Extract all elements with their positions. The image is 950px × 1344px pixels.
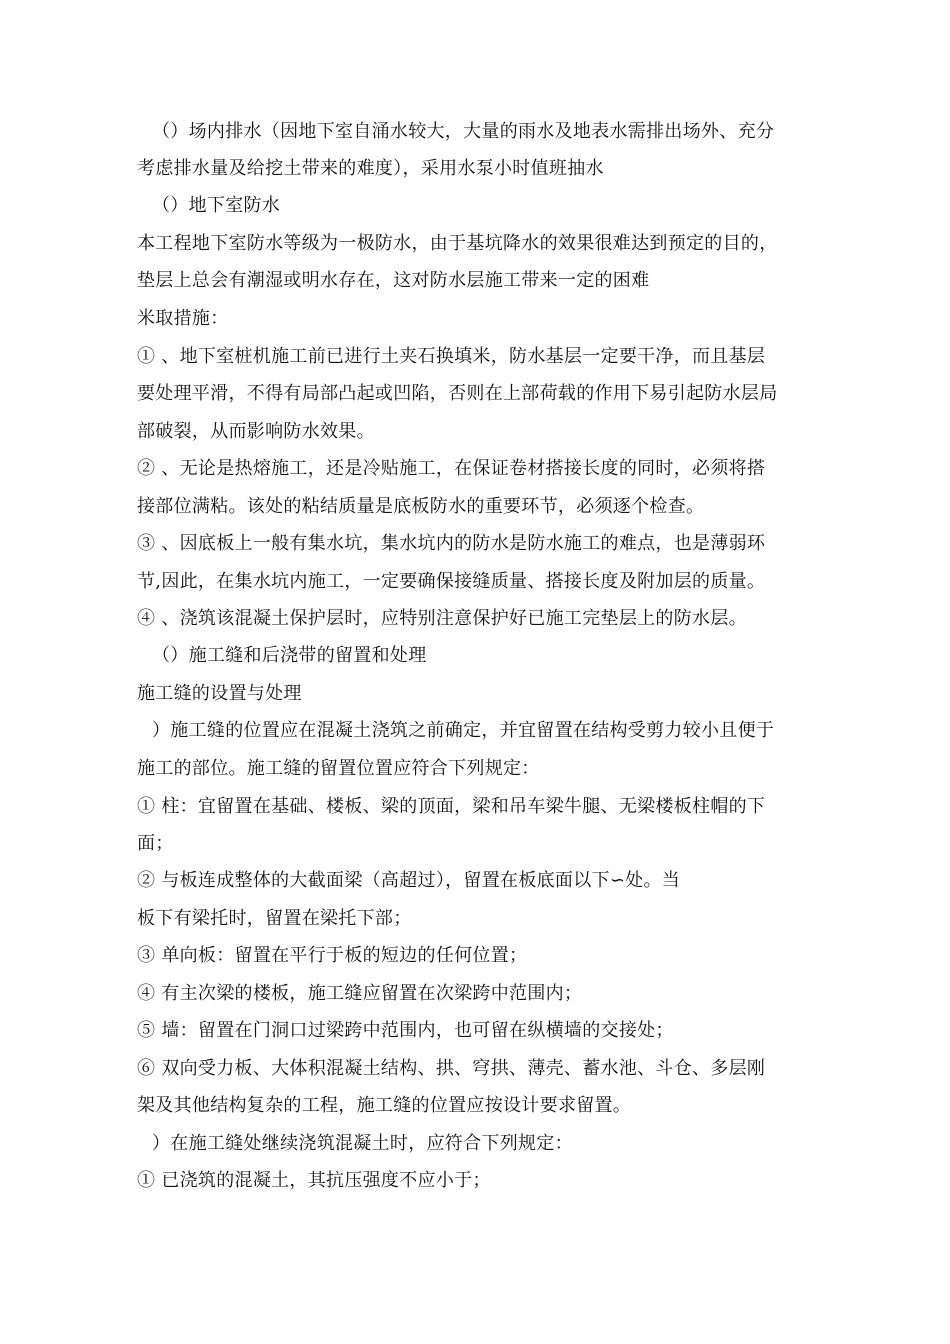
text-line: 面； xyxy=(137,833,174,854)
text-line: 本工程地下室防水等级为一极防水，由于基坑降水的效果很难达到预定的目的， xyxy=(137,233,778,254)
text-line: ② 与板连成整体的大截面梁（高超过），留置在板底面以下∽处。当 xyxy=(137,870,681,891)
text-line: ② 、无论是热熔施工，还是冷贴施工，在保证卷材搭接长度的同时，必须将搭 xyxy=(137,458,766,479)
text-line: ）施工缝的位置应在混凝土浇筑之前确定，并宜留置在结构受剪力较小且便于 xyxy=(152,720,775,741)
text-line: ③ 单向板：留置在平行于板的短边的任何位置； xyxy=(137,945,528,966)
text-line: ⑥ 双向受力板、大体积混凝土结构、拱、穹拱、薄壳、蓄水池、斗仓、多层刚 xyxy=(137,1058,766,1079)
text-line: （）场内排水（因地下室自涌水较大，大量的雨水及地表水需排出场外、充分 xyxy=(152,121,775,142)
text-line: 接部位满粘。该处的粘结质量是底板防水的重要环节，必须逐个检查。 xyxy=(137,496,705,517)
text-line: ③ 、因底板上一般有集水坑，集水坑内的防水是防水施工的难点，也是薄弱环 xyxy=(137,533,766,554)
text-line: ④ 、浇筑该混凝土保护层时，应特别注意保护好已施工完垫层上的防水层。 xyxy=(137,608,747,629)
text-line: ① 、地下室桩机施工前已进行土夹石换填米，防水基层一定要干净，而且基层 xyxy=(137,346,766,367)
text-line: 考虑排水量及给挖土带来的难度），采用水泵小时值班抽水 xyxy=(137,158,604,179)
text-line: ① 已浇筑的混凝土，其抗压强度不应小于； xyxy=(137,1170,491,1191)
text-line: ④ 有主次梁的楼板，施工缝应留置在次梁跨中范围内； xyxy=(137,983,583,1004)
text-line: 垫层上总会有潮湿或明水存在，这对防水层施工带来一定的困难 xyxy=(137,270,650,291)
text-line: 施工的部位。施工缝的留置位置应符合下列规定： xyxy=(137,758,540,779)
text-line: ⑤ 墙：留置在门洞口过梁跨中范围内，也可留在纵横墙的交接处； xyxy=(137,1020,674,1041)
section-heading: （）施工缝和后浇带的留置和处理 xyxy=(152,645,427,666)
text-line: 施工缝的设置与处理 xyxy=(137,683,302,704)
text-line: 米取措施： xyxy=(137,308,229,329)
text-line: ① 柱：宜留置在基础、楼板、梁的顶面，梁和吊车梁牛腿、无梁楼板柱帽的下 xyxy=(137,796,766,817)
text-line: 要处理平滑，不得有局部凸起或凹陷，否则在上部荷载的作用下易引起防水层局 xyxy=(137,383,778,404)
text-line: 架及其他结构复杂的工程，施工缝的位置应按设计要求留置。 xyxy=(137,1095,632,1116)
text-line: 节,因此，在集水坑内施工，一定要确保接缝质量、搭接长度及附加层的质量。 xyxy=(137,571,766,592)
text-line: 板下有梁托时，留置在梁托下部； xyxy=(137,908,412,929)
text-line: 部破裂，从而影响防水效果。 xyxy=(137,421,375,442)
text-line: ）在施工缝处继续浇筑混凝土时，应符合下列规定： xyxy=(152,1133,573,1154)
section-heading: （）地下室防水 xyxy=(152,195,281,216)
